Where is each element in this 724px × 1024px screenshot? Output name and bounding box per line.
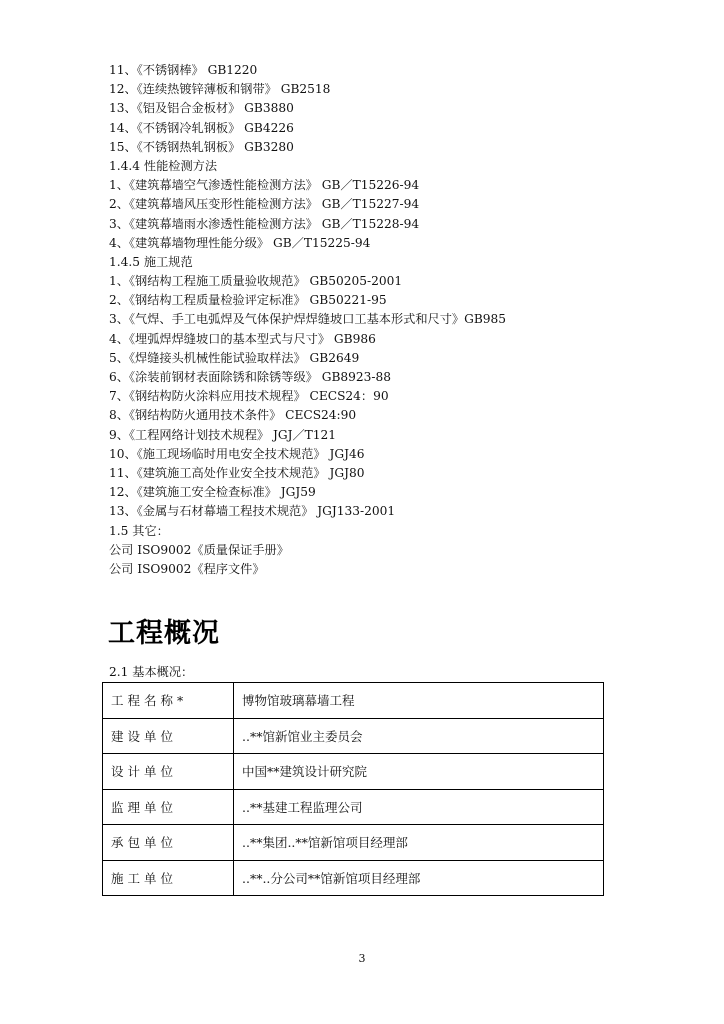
- table-label-cell: 建设单位: [103, 718, 234, 754]
- list-line: 9、《工程网络计划技术规程》 JGJ／T121: [109, 427, 337, 442]
- list-line: 2、《钢结构工程质量检验评定标准》 GB50221-95: [109, 293, 387, 308]
- page-number: 3: [358, 952, 366, 965]
- list-line: 4、《建筑幕墙物理性能分级》 GB／T15225-94: [109, 235, 371, 250]
- table-label-cell: 设计单位: [103, 754, 234, 790]
- list-line: 11、《不锈钢棒》 GB1220: [109, 63, 258, 77]
- list-line: 8、《钢结构防火通用技术条件》 CECS24:90: [109, 408, 357, 423]
- list-line: 4、《埋弧焊焊缝坡口的基本型式与尺寸》 GB986: [109, 331, 376, 346]
- table-label-cell: 施工单位: [103, 860, 234, 896]
- list-line: 12、《连续热镀锌薄板和钢带》 GB2518: [109, 82, 331, 97]
- table-row: [103, 789, 604, 825]
- list-line: 公司 ISO9002《程序文件》: [109, 561, 265, 576]
- list-line: 10、《施工现场临时用电安全技术规范》 JGJ46: [109, 446, 365, 461]
- table-row: [103, 754, 604, 790]
- table-caption: 2.1 基本概况：: [109, 665, 194, 679]
- table-row: [103, 683, 604, 719]
- table-row: [103, 860, 604, 896]
- table-row: [103, 718, 604, 754]
- table-label-cell: 监理单位: [103, 789, 234, 825]
- table-label-cell: 工程名称*: [103, 683, 234, 719]
- subsection-heading: 1.4.5 施工规范: [109, 254, 193, 269]
- list-line: 6、《涂装前钢材表面除锈和除锈等级》 GB8923-88: [109, 370, 392, 384]
- list-line: 14、《不锈钢冷轧钢板》 GB4226: [109, 120, 294, 135]
- list-line: 13、《铝及铝合金板材》 GB3880: [109, 101, 294, 116]
- subsection-heading: 1.4.4 性能检测方法: [109, 158, 218, 173]
- table-value-cell: ..**基建工程监理公司: [234, 789, 604, 825]
- list-line: 1、《钢结构工程施工质量验收规范》 GB50205-2001: [109, 274, 403, 289]
- list-line: 3、《建筑幕墙雨水渗透性能检测方法》 GB／T15228-94: [109, 216, 420, 231]
- table-value-cell: 中国**建筑设计研究院: [234, 754, 604, 790]
- table-label-cell: 承包单位: [103, 825, 234, 861]
- table-value-cell: ..**馆新馆业主委员会: [234, 718, 604, 754]
- table-value-cell: ..**..分公司**馆新馆项目经理部: [234, 860, 604, 896]
- list-line: 3、《气焊、手工电弧焊及气体保护焊焊缝坡口工基本形式和尺寸》GB985: [109, 312, 507, 327]
- standards-list: [109, 61, 689, 579]
- table-value-cell: 博物馆玻璃幕墙工程: [234, 683, 604, 719]
- list-line: 2、《建筑幕墙风压变形性能检测方法》 GB／T15227-94: [109, 197, 420, 212]
- project-info-table: [102, 682, 604, 896]
- table-row: [103, 825, 604, 861]
- list-line: 公司 ISO9002《质量保证手册》: [109, 542, 289, 557]
- subsection-heading: 1.5 其它：: [109, 523, 169, 538]
- list-line: 5、《焊缝接头机械性能试验取样法》 GB2649: [109, 350, 360, 365]
- list-line: 12、《建筑施工安全检查标准》 JGJ59: [109, 485, 316, 500]
- section-heading: 工程概况: [108, 618, 220, 649]
- table-value-cell: ..**集团..**馆新馆项目经理部: [234, 825, 604, 861]
- list-line: 13、《金属与石材幕墙工程技术规范》 JGJ133-2001: [109, 504, 396, 519]
- list-line: 1、《建筑幕墙空气渗透性能检测方法》 GB／T15226-94: [109, 178, 420, 193]
- list-line: 15、《不锈钢热轧钢板》 GB3280: [109, 139, 294, 154]
- list-line: 7、《钢结构防火涂料应用技术规程》 CECS24：90: [109, 389, 389, 404]
- list-line: 11、《建筑施工高处作业安全技术规范》 JGJ80: [109, 465, 365, 480]
